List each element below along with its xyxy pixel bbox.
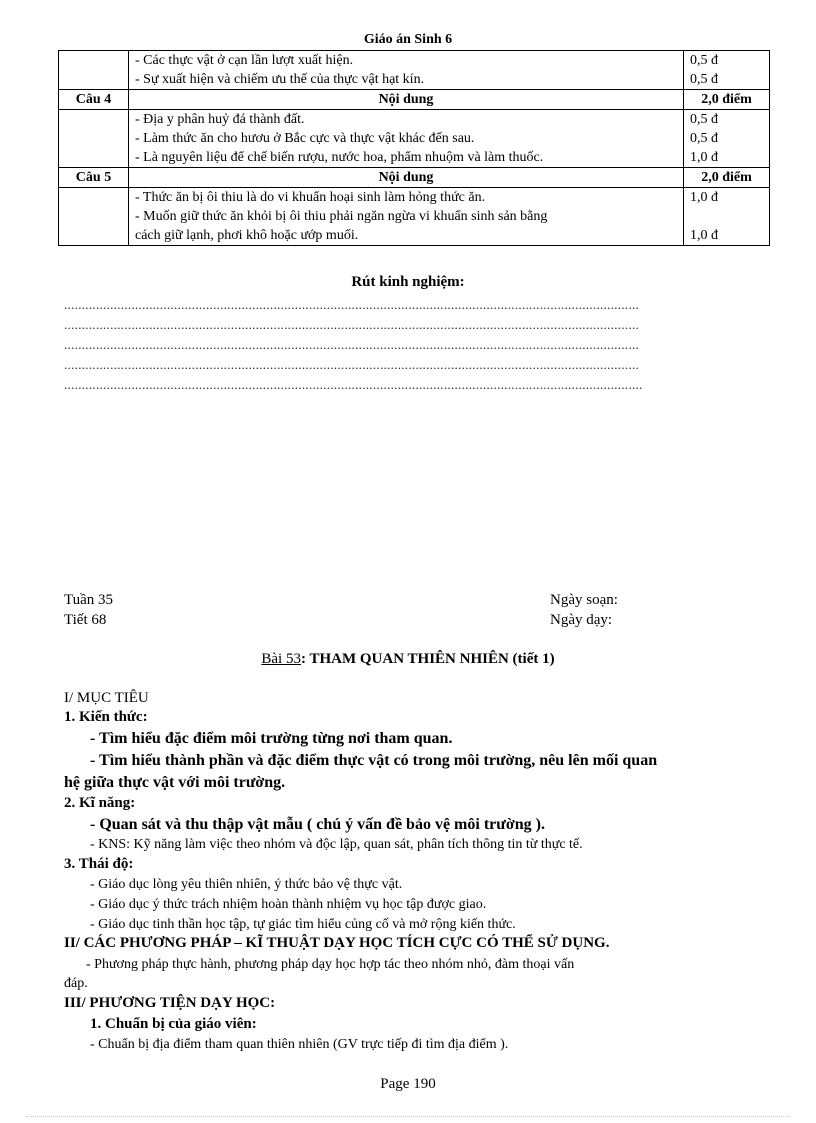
lesson-number: Bài 53 (261, 651, 301, 667)
points-value: 0,5 đ (690, 112, 718, 127)
subsection-skills: 2. Kĩ năng: (64, 795, 136, 811)
points-value: 1,0 đ (690, 190, 718, 205)
table-cell-empty (59, 110, 129, 168)
total-points: 2,0 điểm (684, 90, 770, 110)
points-value: 0,5 đ (690, 131, 718, 146)
subsection-teacher-prep: 1. Chuẩn bị của giáo viên: (90, 1016, 257, 1032)
answer-line: - Thức ăn bị ôi thiu là do vi khuẩn hoại sinh làm hỏng thức ăn. (135, 190, 486, 205)
attitude-item: - Giáo dục ý thức trách nhiệm hoàn thành nhiệm vụ học tập được giao. (90, 897, 487, 912)
dotted-line: ................................................................................................................................................................... (64, 377, 643, 392)
content-heading: Nội dung (129, 168, 684, 188)
answer-line: - Địa y phân huỷ đá thành đất. (135, 112, 305, 127)
methods-item-cont: đáp. (64, 976, 88, 991)
question-label: Câu 5 (59, 168, 129, 188)
dotted-line: .................................................................................................................................................................. (64, 297, 640, 312)
week-label: Tuần 35 (64, 592, 114, 608)
attitude-item: - Giáo dục tinh thần học tập, tự giác tìm hiểu củng cố và mở rộng kiến thức. (90, 917, 516, 932)
question-label: Câu 4 (59, 90, 129, 110)
points-value: 0,5 đ (690, 72, 718, 87)
answer-line: - Là nguyên liệu để chế biến rượu, nước hoa, phẩm nhuộm và làm thuốc. (135, 150, 544, 165)
section-means: III/ PHƯƠNG TIỆN DẠY HỌC: (64, 995, 276, 1011)
dotted-line: .................................................................................................................................................................. (64, 337, 640, 352)
methods-item: - Phương pháp thực hành, phương pháp dạy học hợp tác theo nhóm nhỏ, đàm thoại vấn (86, 957, 575, 972)
table-cell-empty (59, 188, 129, 246)
dotted-line: .................................................................................................................................................................. (64, 317, 640, 332)
answer-points (684, 188, 770, 246)
lesson-title (0, 651, 816, 668)
subsection-attitude: 3. Thái độ: (64, 856, 134, 872)
content-heading: Nội dung (129, 90, 684, 110)
points-value: 1,0 đ (690, 228, 718, 243)
attitude-item: - Giáo dục lòng yêu thiên nhiên, ý thức bảo vệ thực vật. (90, 877, 403, 892)
table-header-row (59, 90, 770, 110)
lesson-name: : THAM QUAN THIÊN NHIÊN (tiết 1) (300, 651, 555, 667)
table-row (59, 51, 770, 90)
section-objectives: I/ MỤC TIÊU (64, 690, 149, 706)
total-points: 2,0 điểm (684, 168, 770, 188)
section-methods: II/ CÁC PHƯƠNG PHÁP – KĨ THUẬT DẠY HỌC TÍCH CỰC CÓ THỂ SỬ DỤNG. (64, 935, 610, 951)
answer-points (684, 110, 770, 168)
page-number: Page 190 (380, 1076, 436, 1092)
points-value: 0,5 đ (690, 53, 718, 68)
knowledge-item-cont: hệ giữa thực vật với môi trường. (64, 774, 286, 791)
page-header-title: Giáo án Sinh 6 (363, 32, 453, 47)
page-bottom-rule (26, 1116, 790, 1117)
table-row (59, 110, 770, 168)
dotted-line: .................................................................................................................................................................. (64, 357, 640, 372)
answer-line: - Các thực vật ở cạn lần lượt xuất hiện. (135, 53, 354, 68)
prep-date-label: Ngày soạn: (550, 592, 618, 608)
table-row (59, 188, 770, 246)
skills-item: - KNS: Kỹ năng làm việc theo nhóm và độc lập, quan sát, phân tích thông tin từ thực tế. (90, 837, 583, 852)
table-cell-empty (59, 51, 129, 90)
teacher-prep-item: - Chuẩn bị địa điểm tham quan thiên nhiên (GV trực tiếp đi tìm địa điểm ). (90, 1037, 509, 1052)
grading-table (58, 50, 770, 246)
answer-content (129, 188, 684, 246)
answer-line: - Muốn giữ thức ăn khỏi bị ôi thiu phải ngăn ngừa vi khuẩn sinh sản bằng (135, 209, 548, 224)
teach-date-label: Ngày dạy: (550, 612, 613, 628)
knowledge-item: - Tìm hiểu đặc điểm môi trường từng nơi tham quan. (90, 730, 453, 747)
answer-content (129, 110, 684, 168)
answer-line: - Làm thức ăn cho hươu ở Bắc cực và thực vật khác đến sau. (135, 131, 475, 146)
skills-item: - Quan sát và thu thập vật mẫu ( chú ý vấn đề bảo vệ môi trường ). (90, 816, 545, 833)
answer-points (684, 51, 770, 90)
period-label: Tiết 68 (64, 612, 107, 628)
answer-line: - Sự xuất hiện và chiếm ưu thế của thực vật hạt kín. (135, 72, 425, 87)
subsection-knowledge: 1. Kiến thức: (64, 709, 148, 725)
points-value (690, 207, 763, 226)
review-title: Rút kinh nghiệm: (351, 274, 465, 290)
answer-content (129, 51, 684, 90)
knowledge-item: - Tìm hiểu thành phần và đặc điểm thực vật có trong môi trường, nêu lên mối quan (90, 752, 658, 769)
points-value: 1,0 đ (690, 150, 718, 165)
answer-line: cách giữ lạnh, phơi khô hoặc ướp muối. (135, 228, 359, 243)
table-header-row (59, 168, 770, 188)
